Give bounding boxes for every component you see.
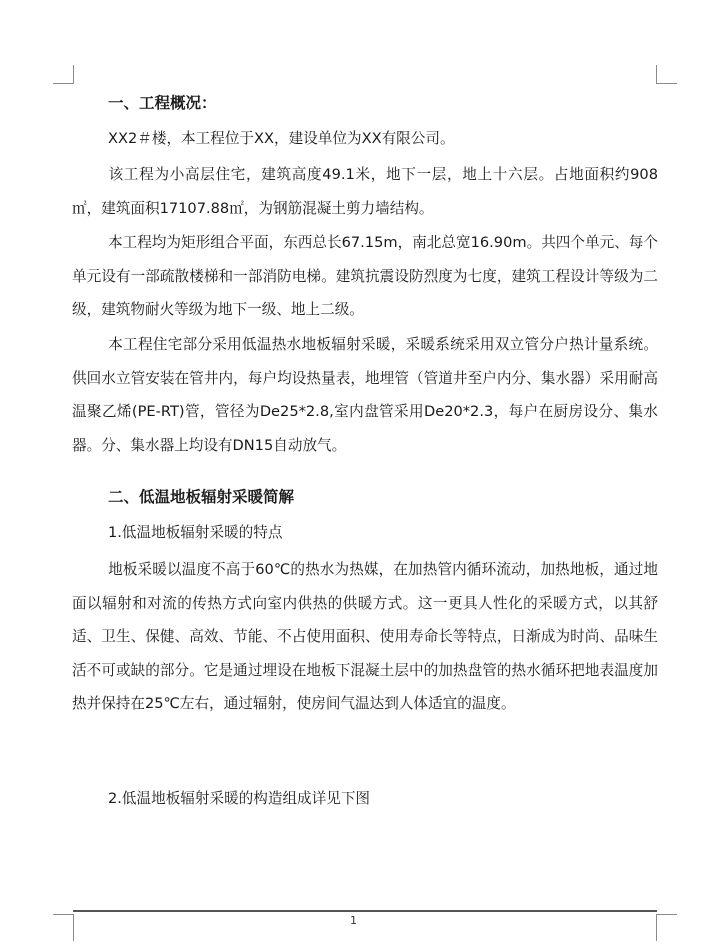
crop-mark-top-right bbox=[656, 65, 677, 84]
paragraph: 地板采暖以温度不高于60℃的热水为热媒，在加热管内循环流动，加热地板，通过地面以辐射和对流的传热方式向室内供热的供暖方式。这一更具人性化的采暖方式，以其舒适、卫生、保健、高效、节能、不占使用面积、使用寿命长等特点，日渐成为时尚、品味生活不可或缺的部分。它是通过埋设在地板下混凝土层中的加热盘管的热水循环把地表温度加热并保持在25℃左右，通过辐射，使房间气温达到人体适宜的温度。 bbox=[72, 561, 658, 712]
footer-divider bbox=[73, 910, 657, 912]
subheading: 2.低温地板辐射采暖的构造组成详见下图 bbox=[108, 790, 371, 807]
paragraph: XX2＃楼，本工程位于XX，建设单位为XX有限公司。 bbox=[108, 130, 455, 147]
section-2-heading: 二、低温地板辐射采暖简解 bbox=[108, 488, 295, 506]
crop-mark-top-left bbox=[53, 65, 74, 84]
paragraph: 本工程均为矩形组合平面，东西总长67.15m，南北总宽16.90m。共四个单元、每个单元设有一部疏散楼梯和一部消防电梯。建筑抗震设防烈度为七度，建筑工程设计等级为二级，建筑物耐火等级为地下一级、地上二级。 bbox=[72, 234, 658, 318]
page-number: 1 bbox=[350, 914, 357, 927]
paragraph: 该工程为小高层住宅，建筑高度49.1米，地下一层，地上十六层。占地面积约908㎡，建筑面积17107.88㎡，为钢筋混凝土剪力墙结构。 bbox=[72, 166, 658, 217]
subheading: 1.低温地板辐射采暖的特点 bbox=[108, 524, 283, 541]
paragraph: 本工程住宅部分采用低温热水地板辐射采暖，采暖系统采用双立管分户热计量系统。供回水立管安装在管井内，每户均设热量表，地埋管（管道井至户内分、集水器）采用耐高温聚乙烯(PE-RT)管，管径为De25*2.8,室内盘管采用De20*2.3，每户在厨房设分、集水器。分、集水器上均设有DN15自动放气。 bbox=[72, 336, 658, 454]
section-1-heading: 一、工程概况： bbox=[108, 94, 217, 112]
